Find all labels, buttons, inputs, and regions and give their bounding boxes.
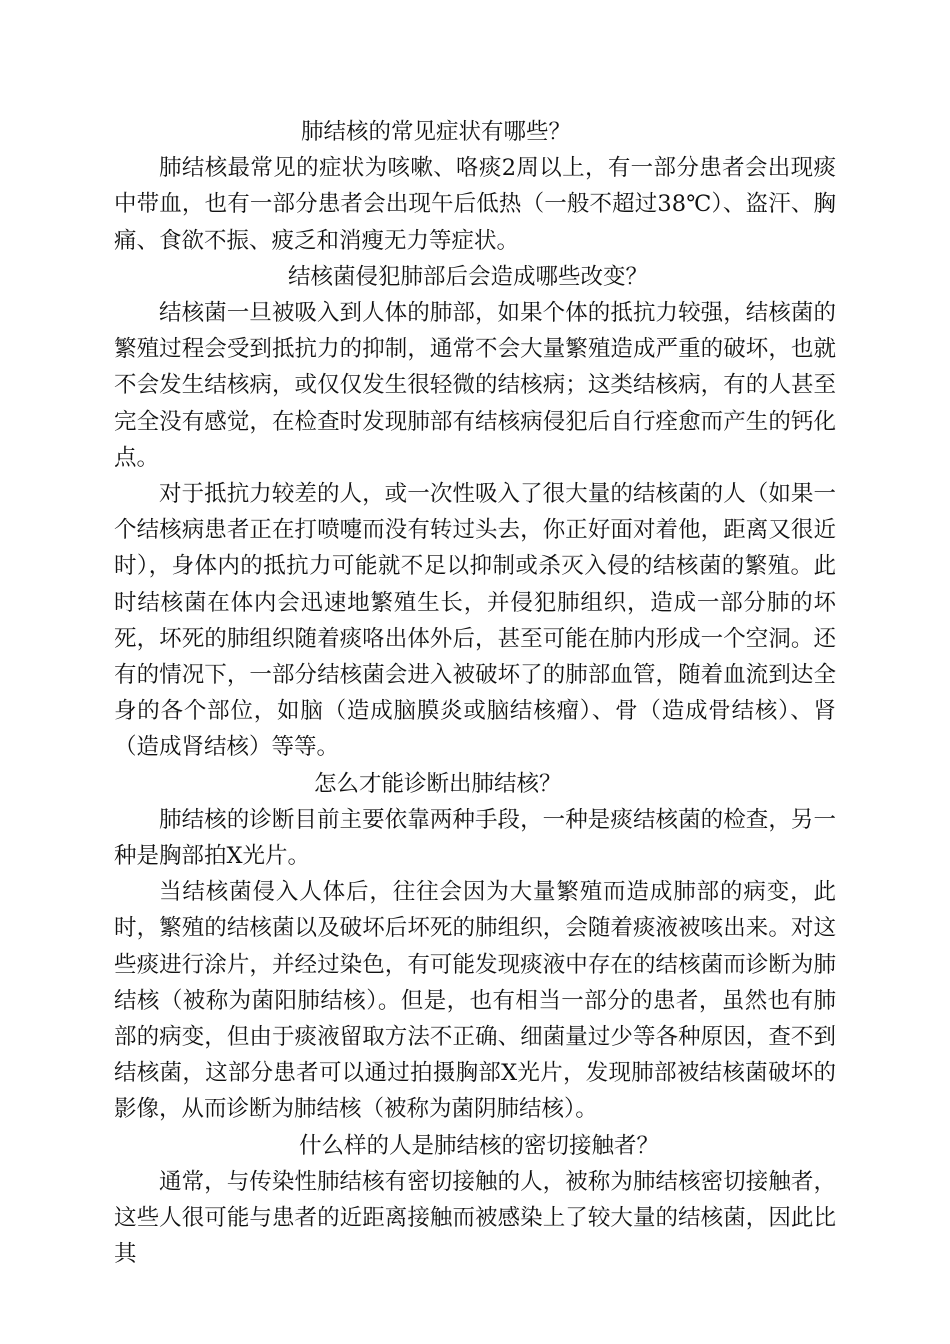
section-heading: 什么样的人是肺结核的密切接触者？ — [299, 1132, 660, 1159]
document-page — [114, 114, 836, 1273]
section-heading: 怎么才能诊断出肺结核？ — [314, 770, 562, 797]
section-heading: 结核菌侵犯肺部后会造成哪些改变？ — [288, 263, 649, 290]
paragraph: 通常，与传染性肺结核有密切接触的人，被称为肺结核密切接触者，这些人很可能与患者的近距离接触而被感染上了较大量的结核菌，因此比其 — [114, 1168, 836, 1268]
paragraph: 肺结核的诊断目前主要依靠两种手段，一种是痰结核菌的检查，另一种是胸部拍X光片。 — [114, 806, 836, 870]
section-heading: 肺结核的常见症状有哪些？ — [301, 119, 572, 145]
section-lung-changes — [114, 259, 836, 766]
paragraph: 结核菌一旦被吸入到人体的肺部，如果个体的抵抗力较强，结核菌的繁殖过程会受到抵抗力的抑制，通常不会大量繁殖造成严重的破坏，也就不会发生结核病，或仅仅发生很轻微的结核病；这类结核病，有的人甚至完全没有感觉，在检查时发现肺部有结核病侵犯后自行痊愈而产生的钙化点。 — [114, 300, 836, 471]
section-close-contacts — [114, 1128, 836, 1273]
paragraph: 对于抵抗力较差的人，或一次性吸入了很大量的结核菌的人（如果一个结核病患者正在打喷嚏而没有转过头去，你正好面对着他，距离又很近时），身体内的抵抗力可能就不足以抑制或杀灭入侵的结核菌的繁殖。此时结核菌在体内会迅速地繁殖生长，并侵犯肺组织，造成一部分肺的坏死，坏死的肺组织随着痰咯出体外后，甚至可能在肺内形成一个空洞。还有的情况下，一部分结核菌会进入被破坏了的肺部血管，随着血流到达全身的各个部位，如脑（造成脑膜炎或脑结核瘤）、骨（造成骨结核）、肾（造成肾结核）等等。 — [114, 481, 836, 761]
section-diagnosis — [114, 766, 836, 1128]
paragraph: 肺结核最常见的症状为咳嗽、咯痰2周以上，有一部分患者会出现痰中带血，也有一部分患者会出现午后低热（一般不超过38℃）、盗汗、胸痛、食欲不振、疲乏和消瘦无力等症状。 — [114, 155, 836, 254]
paragraph: 当结核菌侵入人体后，往往会因为大量繁殖而造成肺部的病变，此时，繁殖的结核菌以及破坏后坏死的肺组织，会随着痰液被咳出来。对这些痰进行涂片，并经过染色，有可能发现痰液中存在的结核菌而诊断为肺结核（被称为菌阳肺结核）。但是，也有相当一部分的患者，虽然也有肺部的病变，但由于痰液留取方法不正确、细菌量过少等各种原因，查不到结核菌，这部分患者可以通过拍摄胸部X光片，发现肺部被结核菌破坏的影像，从而诊断为肺结核（被称为菌阴肺结核）。 — [114, 879, 836, 1123]
section-symptoms — [114, 114, 836, 259]
